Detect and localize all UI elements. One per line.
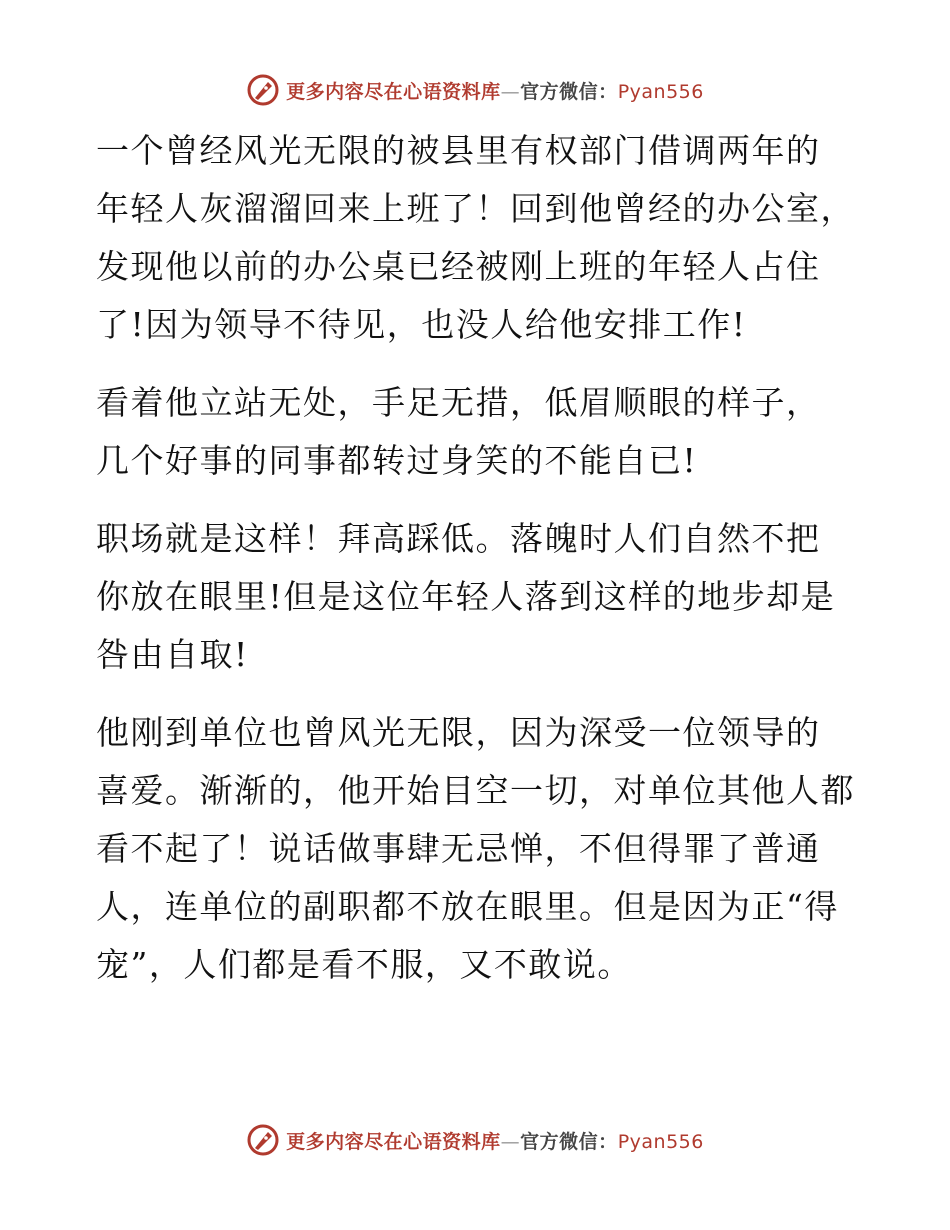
paragraph-line: 了!因为领导不待见，也没人给他安排工作! [96,305,747,344]
paragraph-line: 喜爱。渐渐的，他开始目空一切，对单位其他人都 [96,771,855,810]
paragraph-line: 发现他以前的办公桌已经被刚上班的年轻人占住 [96,247,821,286]
footer-brand: 更多内容尽在心语资料库 [286,1130,501,1153]
pen-nib-circle-icon [246,1123,280,1157]
header-banner [0,70,950,110]
paragraph-line: 职场就是这样！拜高踩低。落魄时人们自然不把 [96,519,821,558]
paragraph-3 [96,510,856,684]
header-handle: Pyan556 [617,80,704,103]
paragraph-line: 看着他立站无处，手足无措，低眉顺眼的样子， [96,383,821,422]
header-banner-text [286,77,704,104]
paragraph-line: 人，连单位的副职都不放在眼里。但是因为正“得 [96,887,839,926]
pen-nib-circle-icon [246,73,280,107]
header-separator: — [500,80,521,103]
paragraph-line: 一个曾经风光无限的被县里有权部门借调两年的 [96,131,821,170]
footer-label: 官方微信： [520,1130,618,1153]
footer-handle: Pyan556 [617,1130,704,1153]
footer-banner [0,1120,950,1160]
footer-banner-text [286,1127,704,1154]
paragraph-line: 几个好事的同事都转过身笑的不能自已! [96,441,698,480]
paragraph-line: 宠”，人们都是看不服，又不敢说。 [96,945,632,984]
document-body [96,122,856,1014]
paragraph-line: 看不起了！说话做事肆无忌惮，不但得罪了普通 [96,829,821,868]
paragraph-line: 咎由自取! [96,635,249,674]
paragraph-1 [96,122,856,354]
header-label: 官方微信： [520,80,618,103]
paragraph-line: 你放在眼里!但是这位年轻人落到这样的地步却是 [96,577,836,616]
paragraph-4 [96,704,856,994]
header-brand: 更多内容尽在心语资料库 [286,80,501,103]
paragraph-2 [96,374,856,490]
paragraph-line: 年轻人灰溜溜回来上班了！回到他曾经的办公室， [96,189,855,228]
footer-separator: — [500,1130,521,1153]
paragraph-line: 他刚到单位也曾风光无限，因为深受一位领导的 [96,713,821,752]
